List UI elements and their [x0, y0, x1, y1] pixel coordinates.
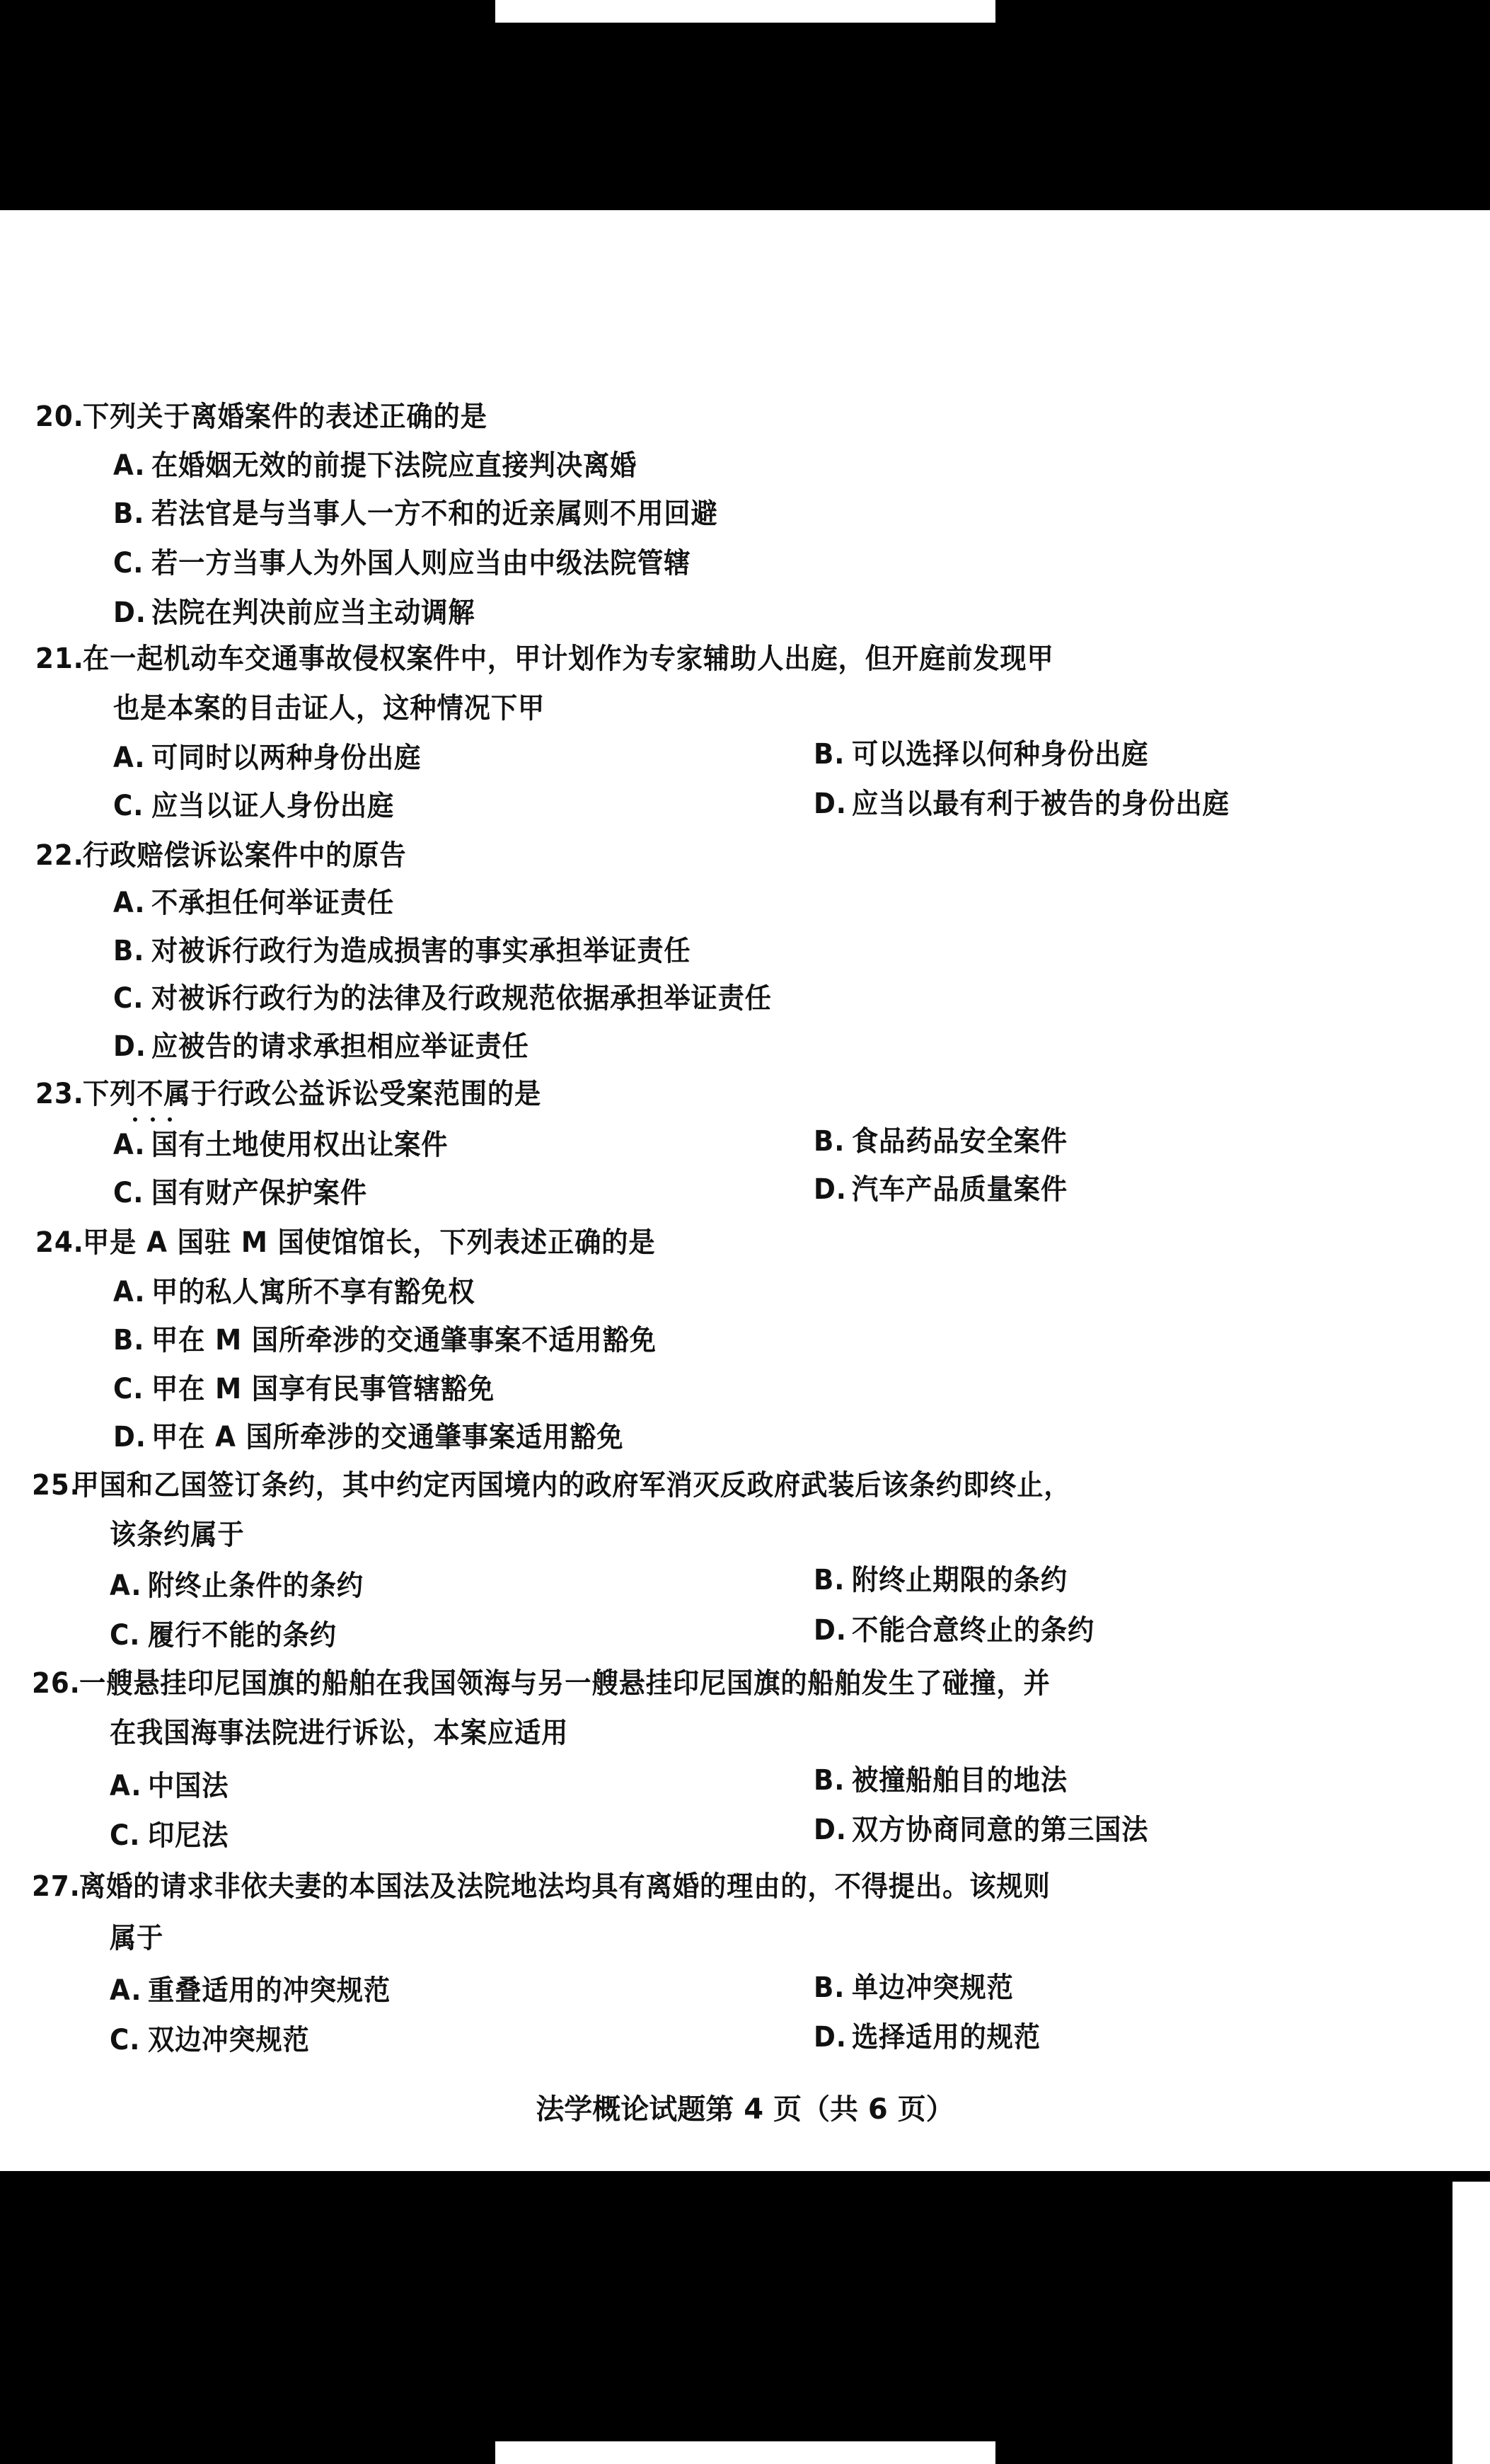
question-27-stem: 27.离婚的请求非依夫妻的本国法及法院地法均具有离婚的理由的，不得提出。该规则: [32, 1870, 1051, 1903]
question-24-option-b: B. 甲在 M 国所牵涉的交通肇事案不适用豁免: [113, 1324, 657, 1357]
emphasis-dot: [168, 1117, 172, 1122]
question-25-stem: 25.甲国和乙国签订条约，其中约定丙国境内的政府军消灭反政府武装后该条约即终止，: [32, 1469, 1071, 1502]
question-27-option-c: C. 双边冲突规范: [110, 2024, 310, 2056]
question-26-option-a: A. 中国法: [110, 1770, 229, 1802]
question-26-stem: 26.一艘悬挂印尼国旗的船舶在我国领海与另一艘悬挂印尼国旗的船舶发生了碰撞，并: [32, 1667, 1051, 1700]
question-23-option-a: A. 国有土地使用权出让案件: [113, 1129, 449, 1161]
question-27-option-b: B. 单边冲突规范: [814, 1971, 1014, 2004]
question-23-stem: 23.下列不属于行政公益诉讼受案范围的是: [35, 1078, 542, 1110]
question-24-option-a: A. 甲的私人寓所不享有豁免权: [113, 1276, 475, 1308]
question-21-stem: 21.在一起机动车交通事故侵权案件中，甲计划作为专家辅助人出庭，但开庭前发现甲: [35, 643, 1054, 675]
question-20-option-d: D. 法院在判决前应当主动调解: [113, 597, 475, 629]
question-21-option-b: B. 可以选择以何种身份出庭: [814, 738, 1149, 771]
emphasis-dot: [151, 1117, 155, 1122]
question-27-stem-cont: 属于: [110, 1922, 164, 1954]
question-26-stem-cont: 在我国海事法院进行诉讼，本案应适用: [110, 1717, 569, 1749]
question-25-option-b: B. 附终止期限的条约: [814, 1564, 1068, 1596]
question-23-option-b: B. 食品药品安全案件: [814, 1125, 1068, 1158]
question-25-stem-cont: 该条约属于: [110, 1519, 245, 1551]
question-20-option-a: A. 在婚姻无效的前提下法院应直接判决离婚: [113, 449, 637, 482]
question-27-option-d: D. 选择适用的规范: [814, 2021, 1041, 2054]
question-25-option-c: C. 履行不能的条约: [110, 1619, 337, 1652]
question-23-option-d: D. 汽车产品质量案件: [814, 1173, 1068, 1206]
question-26-option-d: D. 双方协商同意的第三国法: [814, 1814, 1149, 1846]
question-25-option-d: D. 不能合意终止的条约: [814, 1614, 1095, 1647]
question-21-option-c: C. 应当以证人身份出庭: [113, 790, 395, 822]
question-22-option-d: D. 应被告的请求承担相应举证责任: [113, 1030, 529, 1063]
question-22-stem: 22.行政赔偿诉讼案件中的原告: [35, 839, 407, 872]
question-27-option-a: A. 重叠适用的冲突规范: [110, 1974, 391, 2007]
scan-border-notch-top: [495, 0, 995, 23]
scan-border-notch-bottom: [495, 2441, 995, 2464]
question-24-option-c: C. 甲在 M 国享有民事管辖豁免: [113, 1373, 495, 1405]
question-26-option-c: C. 印尼法: [110, 1819, 229, 1852]
question-21-stem-cont: 也是本案的目击证人，这种情况下甲: [113, 692, 545, 725]
question-24-stem: 24.甲是 A 国驻 M 国使馆馆长，下列表述正确的是: [35, 1226, 656, 1259]
page-footer: 法学概论试题第 4 页（共 6 页）: [536, 2093, 954, 2126]
question-20-option-b: B. 若法官是与当事人一方不和的近亲属则不用回避: [113, 497, 718, 530]
question-22-option-c: C. 对被诉行政行为的法律及行政规范依据承担举证责任: [113, 982, 772, 1015]
emphasis-dot: [133, 1117, 137, 1122]
question-26-option-b: B. 被撞船舶目的地法: [814, 1764, 1068, 1797]
scan-border-strip-right: [1453, 2182, 1490, 2464]
question-20-stem: 20.下列关于离婚案件的表述正确的是: [35, 401, 487, 433]
exam-page: [0, 210, 1490, 2171]
question-21-option-d: D. 应当以最有利于被告的身份出庭: [814, 788, 1230, 820]
question-25-option-a: A. 附终止条件的条约: [110, 1570, 364, 1602]
question-21-option-a: A. 可同时以两种身份出庭: [113, 742, 422, 774]
question-20-option-c: C. 若一方当事人为外国人则应当由中级法院管辖: [113, 547, 691, 580]
question-22-option-a: A. 不承担任何举证责任: [113, 887, 395, 919]
question-23-option-c: C. 国有财产保护案件: [113, 1177, 367, 1209]
question-24-option-d: D. 甲在 A 国所牵涉的交通肇事案适用豁免: [113, 1421, 624, 1453]
question-22-option-b: B. 对被诉行政行为造成损害的事实承担举证责任: [113, 935, 691, 967]
